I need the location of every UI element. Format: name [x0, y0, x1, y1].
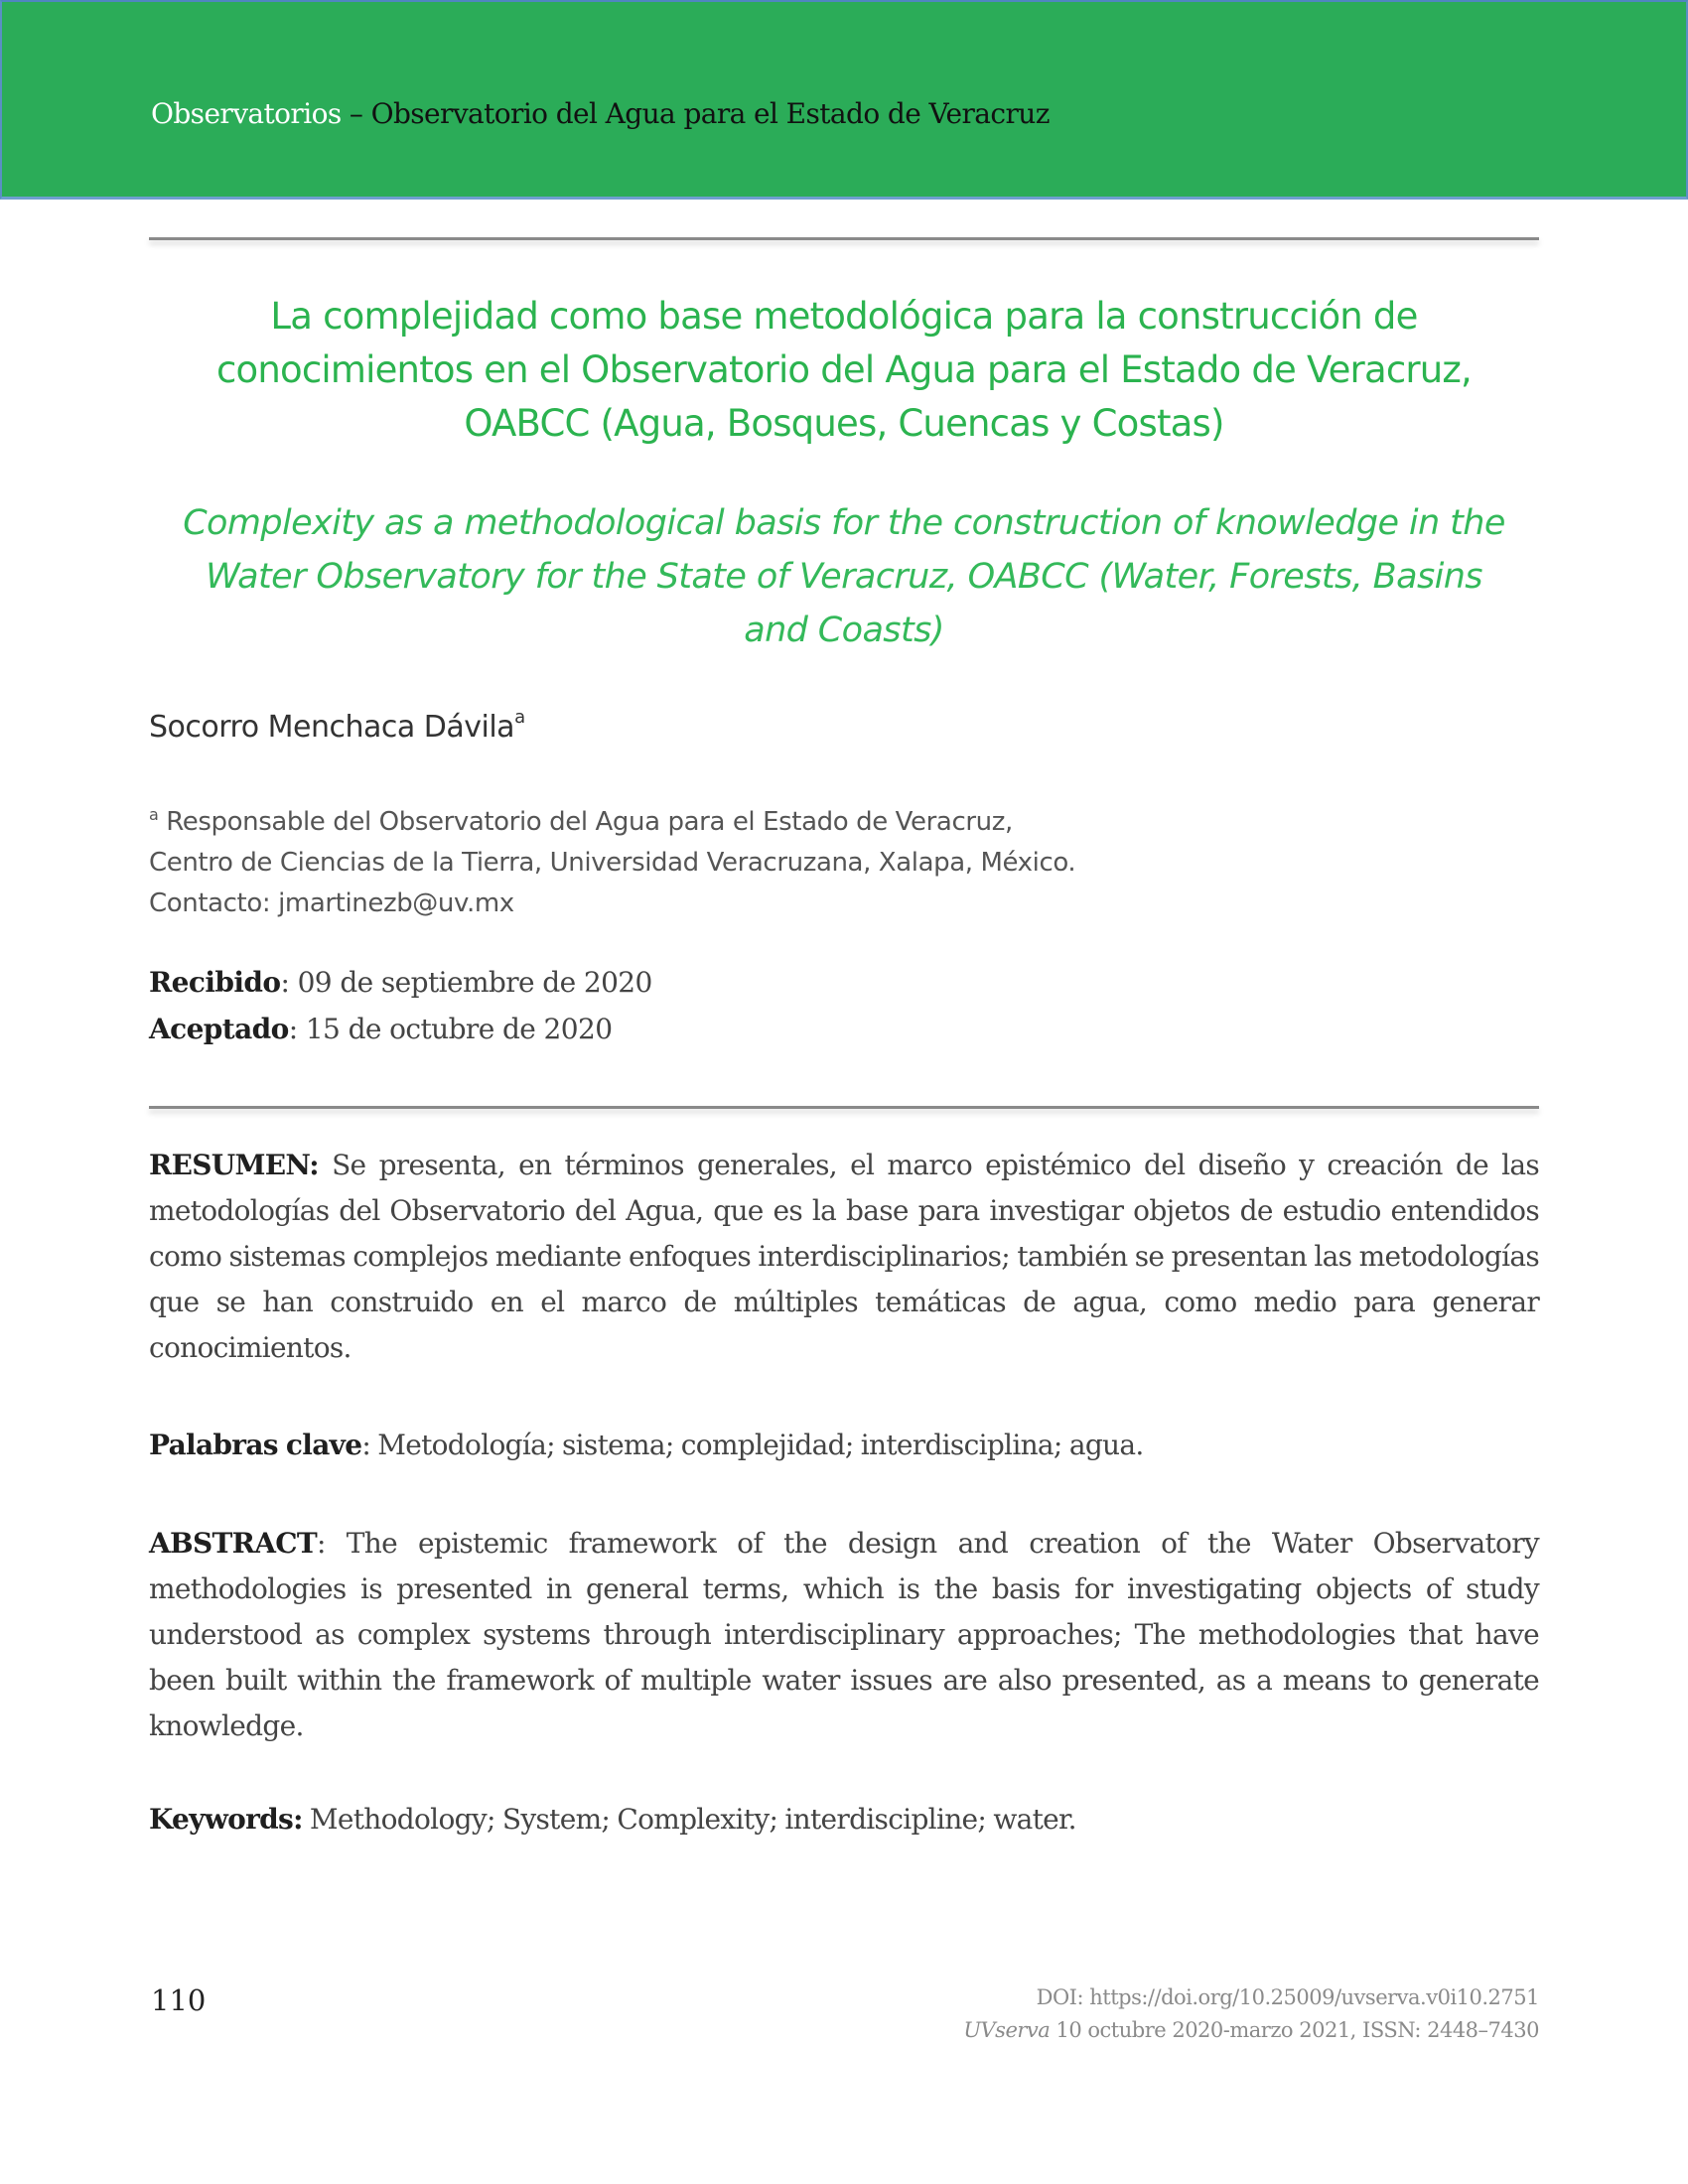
header-separator: –	[341, 97, 371, 130]
keywords-text: Methodology; System; Complexity; interdiscipline; water.	[302, 1803, 1076, 1836]
affiliation-contact: Contacto: jmartinezb@uv.mx	[149, 888, 514, 918]
accepted-value: : 15 de octubre de 2020	[288, 1013, 613, 1045]
header-section-label: Observatorios	[151, 97, 342, 130]
received-value: : 09 de septiembre de 2020	[280, 966, 652, 999]
article-dates	[149, 959, 652, 1052]
footer-citation	[963, 1981, 1539, 2047]
journal-name: UVserva	[963, 2018, 1051, 2042]
affiliation-mark: a	[149, 805, 159, 824]
palabras-clave-text: : Metodología; sistema; complejidad; interdisciplina; agua.	[361, 1429, 1144, 1461]
issue-info: 10 octubre 2020-marzo 2021, ISSN: 2448–7430	[1050, 2018, 1539, 2042]
doi-link[interactable]: DOI: https://doi.org/10.25009/uvserva.v0i10.2751	[1036, 1985, 1539, 2009]
received-date	[149, 959, 652, 1006]
abstract-text: : The epistemic framework of the design and creation of the Water Observatory methodologies is presented in general terms, which is the basis for investigating objects of study understood as complex systems through interdisciplinary approaches; The methodologies that have been built within the framework of multiple water issues are also presented, as a means to generate knowledge.	[149, 1527, 1539, 1742]
top-divider	[149, 237, 1539, 240]
running-header	[151, 97, 1050, 130]
abstract-paragraph	[149, 1521, 1539, 1749]
author-name	[149, 707, 525, 745]
header-journal-title: Observatorio del Agua para el Estado de Veracruz	[370, 97, 1050, 130]
author-affiliation-mark: a	[514, 707, 525, 728]
resumen-label: RESUMEN:	[149, 1149, 319, 1181]
accepted-label: Aceptado	[149, 1013, 289, 1045]
article-title-spanish	[149, 290, 1539, 451]
title-line: Complexity as a methodological basis for the construction of knowledge in the	[183, 503, 1505, 543]
title-line: OABCC (Agua, Bosques, Cuencas y Costas)	[464, 402, 1224, 445]
running-header-bar	[0, 0, 1688, 200]
middle-divider	[149, 1106, 1539, 1109]
affiliation-institution: Centro de Ciencias de la Tierra, Universidad Veracruzana, Xalapa, México.	[149, 848, 1076, 878]
author-affiliation	[149, 794, 1340, 924]
received-label: Recibido	[149, 966, 281, 999]
affiliation-role: Responsable del Observatorio del Agua para el Estado de Veracruz,	[158, 807, 1013, 837]
author-name-text: Socorro Menchaca Dávila	[149, 710, 515, 745]
page-number: 110	[151, 1983, 207, 2017]
title-line: Water Observatory for the State of Veracruz, OABCC (Water, Forests, Basins	[206, 557, 1482, 597]
title-line: conocimientos en el Observatorio del Agua para el Estado de Veracruz,	[215, 348, 1473, 391]
resumen-paragraph	[149, 1143, 1539, 1371]
keywords-paragraph	[149, 1797, 1539, 1843]
journal-issue-info	[963, 2014, 1539, 2047]
palabras-clave-label: Palabras clave	[149, 1429, 362, 1461]
title-line: and Coasts)	[744, 611, 944, 650]
palabras-clave-paragraph	[149, 1423, 1539, 1468]
title-line: La complejidad como base metodológica para la construcción de	[270, 295, 1418, 338]
abstract-label: ABSTRACT	[149, 1527, 317, 1560]
article-title-english	[149, 496, 1539, 657]
accepted-date	[149, 1006, 652, 1052]
resumen-text: Se presenta, en términos generales, el marco epistémico del diseño y creación de las metodologías del Observatorio del Agua, que es la base para investigar objetos de estudio entendidos como sistemas complejos mediante enfoques interdisciplinarios; también se presentan las metodologías que se han construido en el marco de múltiples temáticas de agua, como medio para generar conocimientos.	[149, 1149, 1539, 1364]
keywords-label: Keywords:	[149, 1803, 303, 1836]
affiliation-line	[149, 794, 1340, 843]
